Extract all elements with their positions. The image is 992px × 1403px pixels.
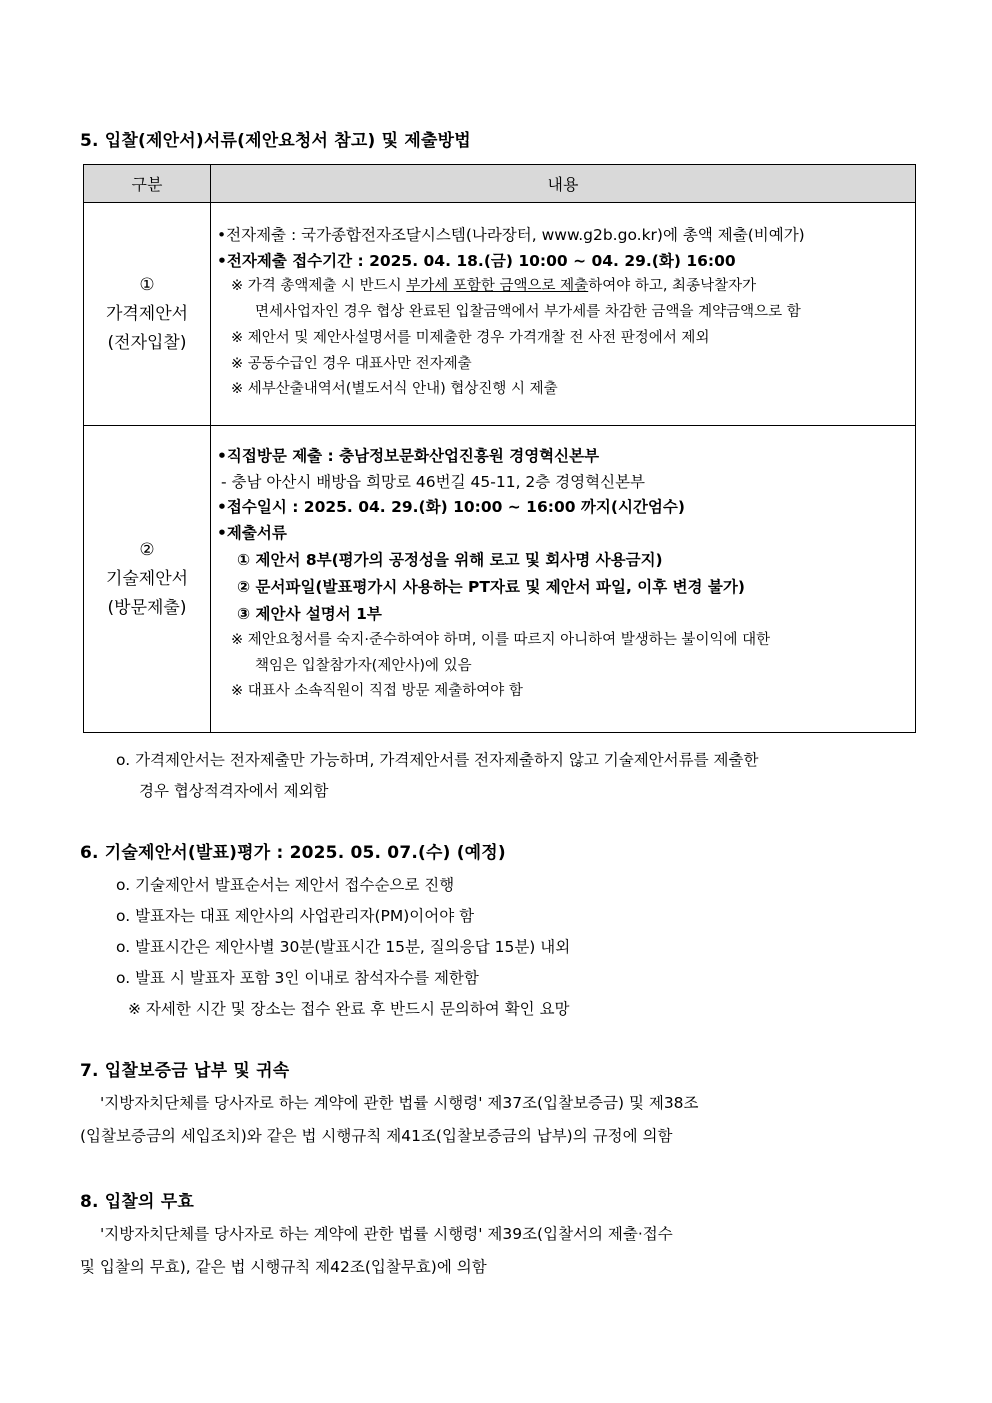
category-cell-price — [84, 203, 211, 426]
category-title: 기술제안서 — [105, 568, 189, 589]
note-line: ※ 공동수급인 경우 대표사만 전자제출 — [231, 355, 472, 372]
section-8-text: 및 입찰의 무효), 같은 법 시행규칙 제42조(입찰무효)에 의함 — [80, 1258, 487, 1276]
section-5-note-line: 경우 협상적격자에서 제외함 — [139, 782, 329, 800]
section-8-text: '지방자치단체를 당사자로 하는 계약에 관한 법률 시행령' 제39조(입찰서의 제출·접수 — [100, 1225, 673, 1243]
note-line: ※ 제안서 및 제안사설명서를 미제출한 경우 가격개찰 전 사전 판정에서 제외 — [231, 329, 710, 346]
table-row-tech-proposal — [84, 426, 916, 733]
section-8-heading: 8. 입찰의 무효 — [80, 1192, 195, 1212]
document-item: ② 문서파일(발표평가시 사용하는 PT자료 및 제안서 파일, 이후 변경 불가) — [237, 577, 745, 596]
content-line: - 충남 아산시 배방읍 희망로 46번길 45-11, 2층 경영혁신본부 — [221, 472, 646, 491]
category-subtitle: (방문제출) — [107, 597, 187, 618]
header-content: 내용 — [211, 165, 916, 203]
note-line: ※ 대표사 소속직원이 직접 방문 제출하여야 함 — [231, 683, 523, 700]
underlined-text: 부가세 포함한 금액으로 제출 — [406, 278, 589, 295]
submission-table — [83, 164, 916, 733]
note-line: ※ 가격 총액제출 시 반드시 부가세 포함한 금액으로 제출하여야 하고, 최종낙찰자가 — [231, 278, 757, 295]
note-line: 책임은 입찰참가자(제안사)에 있음 — [255, 657, 472, 674]
content-line: •접수일시 : 2025. 04. 29.(화) 10:00 ~ 16:00 까지(시간엄수) — [217, 498, 685, 517]
section-6-item: o. 기술제안서 발표순서는 제안서 접수순으로 진행 — [116, 876, 455, 894]
category-subtitle: (전자입찰) — [107, 332, 187, 353]
note-line: 면세사업자인 경우 협상 완료된 입찰금액에서 부가세를 차감한 금액을 계약금액으로 함 — [255, 304, 801, 321]
content-cell-tech — [211, 426, 916, 733]
content-line: •전자제출 : 국가종합전자조달시스템(나라장터, www.g2b.go.kr)에 총액 제출(비예가) — [217, 226, 805, 244]
document-item: ① 제안서 8부(평가의 공정성을 위해 로고 및 회사명 사용금지) — [237, 550, 663, 569]
section-6-note: ※ 자세한 시간 및 장소는 접수 완료 후 반드시 문의하여 확인 요망 — [128, 1000, 570, 1018]
category-title: 가격제안서 — [105, 303, 189, 324]
section-5-note-line: o. 가격제안서는 전자제출만 가능하며, 가격제안서를 전자제출하지 않고 기술제안서류를 제출한 — [116, 751, 759, 769]
content-line: •전자제출 접수기간 : 2025. 04. 18.(금) 10:00 ~ 04. 29.(화) 16:00 — [217, 251, 736, 270]
section-7-heading: 7. 입찰보증금 납부 및 귀속 — [80, 1061, 290, 1081]
category-number: ② — [139, 539, 155, 560]
content-cell-price — [211, 203, 916, 426]
content-line: •직접방문 제출 : 충남정보문화산업진흥원 경영혁신본부 — [217, 447, 600, 465]
section-6-item: o. 발표시간은 제안사별 30분(발표시간 15분, 질의응답 15분) 내외 — [116, 938, 571, 956]
section-5-heading: 5. 입찰(제안서)서류(제안요청서 참고) 및 제출방법 — [80, 131, 471, 151]
section-6-item: o. 발표 시 발표자 포함 3인 이내로 참석자수를 제한함 — [116, 969, 479, 987]
document-item: ③ 제안사 설명서 1부 — [237, 604, 382, 623]
section-6-heading: 6. 기술제안서(발표)평가 : 2025. 05. 07.(수) (예정) — [80, 843, 506, 863]
note-line: ※ 세부산출내역서(별도서식 안내) 협상진행 시 제출 — [231, 381, 558, 398]
category-cell-tech — [84, 426, 211, 733]
section-6-item: o. 발표자는 대표 제안사의 사업관리자(PM)이어야 함 — [116, 907, 475, 925]
section-7-text: (입찰보증금의 세입조치)와 같은 법 시행규칙 제41조(입찰보증금의 납부)의 규정에 의함 — [80, 1127, 673, 1145]
section-7-text: '지방자치단체를 당사자로 하는 계약에 관한 법률 시행령' 제37조(입찰보증금) 및 제38조 — [100, 1094, 699, 1112]
table-header-row — [84, 165, 916, 203]
table-row-price-proposal — [84, 203, 916, 426]
content-line: •제출서류 — [217, 524, 287, 543]
category-number: ① — [139, 274, 155, 295]
note-line: ※ 제안요청서를 숙지·준수하여야 하며, 이를 따르지 아니하여 발생하는 불이익에 대한 — [231, 631, 771, 648]
header-category: 구분 — [84, 165, 211, 203]
